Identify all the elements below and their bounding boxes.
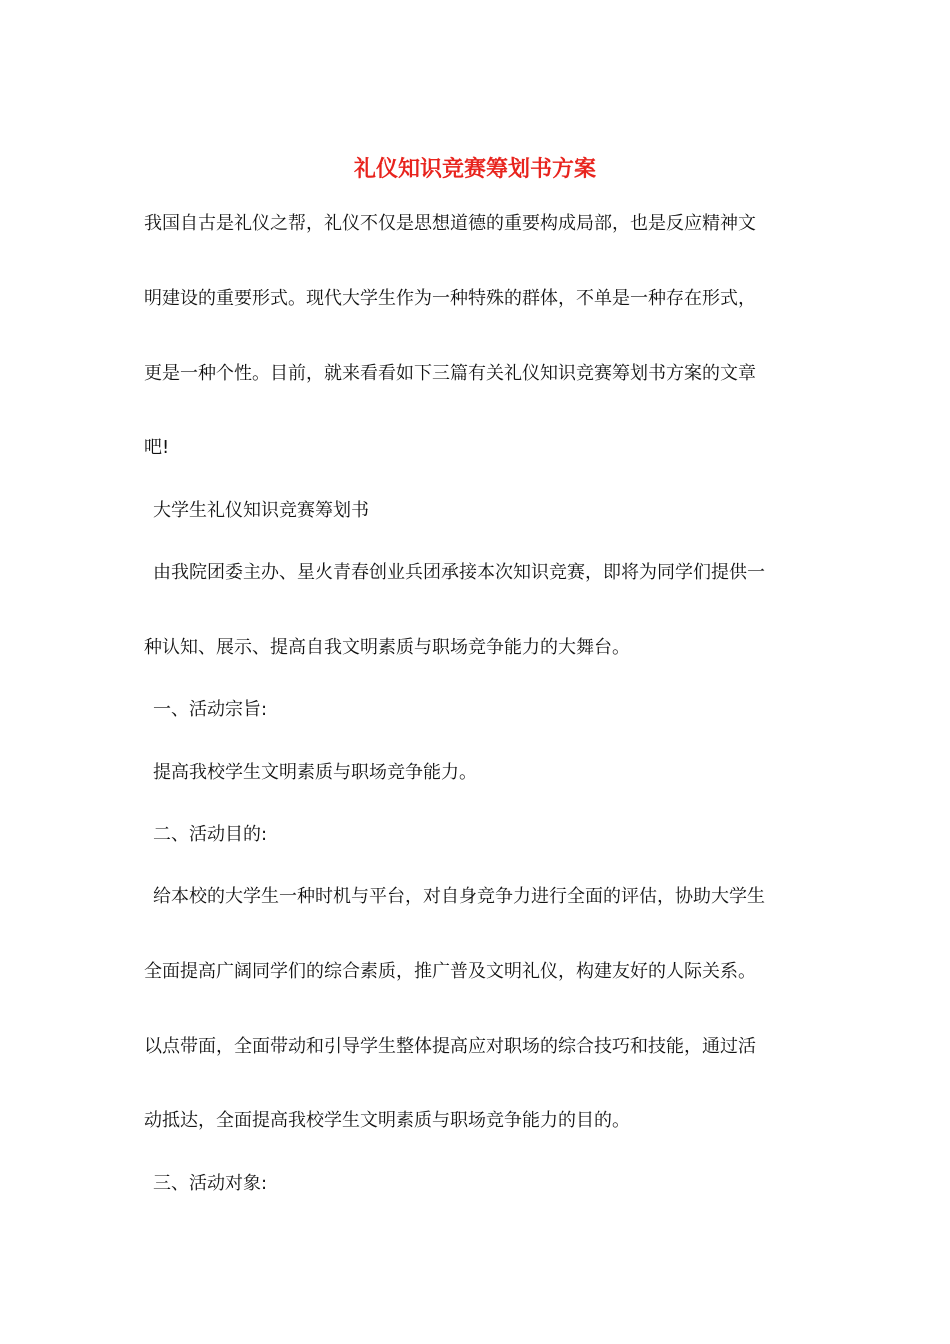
paragraph-line: 提高我校学生文明素质与职场竞争能力。 xyxy=(153,762,477,783)
paragraph-line: 由我院团委主办、星火青春创业兵团承接本次知识竞赛，即将为同学们提供一 xyxy=(153,562,765,583)
paragraph-line: 明建设的重要形式。现代大学生作为一种特殊的群体，不单是一种存在形式， xyxy=(144,288,756,309)
paragraph-line: 更是一种个性。目前，就来看看如下三篇有关礼仪知识竞赛筹划书方案的文章 xyxy=(144,363,756,384)
section-heading: 大学生礼仪知识竞赛筹划书 xyxy=(153,500,369,521)
section-heading: 三、活动对象: xyxy=(153,1173,268,1194)
section-heading: 二、活动目的: xyxy=(153,824,268,845)
paragraph-line: 以点带面，全面带动和引导学生整体提高应对职场的综合技巧和技能，通过活 xyxy=(144,1036,756,1057)
paragraph-line: 全面提高广阔同学们的综合素质，推广普及文明礼仪，构建友好的人际关系。 xyxy=(144,961,756,982)
paragraph-line: 种认知、展示、提高自我文明素质与职场竞争能力的大舞台。 xyxy=(144,637,630,658)
paragraph-line: 给本校的大学生一种时机与平台，对自身竞争力进行全面的评估，协助大学生 xyxy=(153,886,765,907)
paragraph-line: 我国自古是礼仪之帮，礼仪不仅是思想道德的重要构成局部，也是反应精神文 xyxy=(144,213,756,234)
paragraph-line: 吧! xyxy=(144,437,170,458)
paragraph-line: 动抵达，全面提高我校学生文明素质与职场竞争能力的目的。 xyxy=(144,1110,630,1131)
section-heading: 一、活动宗旨: xyxy=(153,699,268,720)
document-title: 礼仪知识竞赛筹划书方案 xyxy=(353,156,596,182)
